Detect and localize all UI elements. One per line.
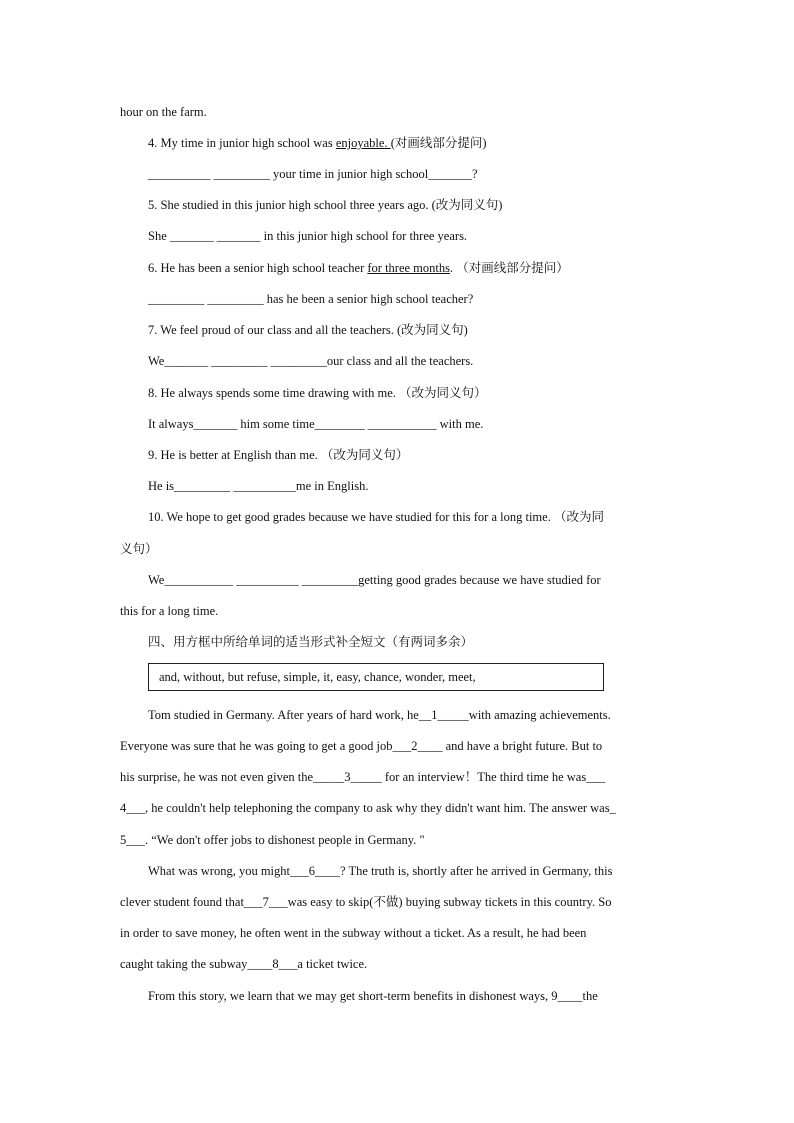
- underlined-phrase: enjoyable.: [335, 136, 391, 150]
- answer-blank-line: _________ _________ has he been a senior high school teacher?: [148, 292, 474, 306]
- question-5: 5. She studied in this junior high school three years ago. (改为同义句): [148, 198, 503, 212]
- passage-line: clever student found that___7___was easy to skip(不做) buying subway tickets in this country. So: [120, 895, 612, 909]
- question-8: 8. He always spends some time drawing with me. （改为同义句）: [148, 386, 487, 400]
- passage-line: 5___. “We don't offer jobs to dishonest people in Germany. ": [120, 833, 425, 847]
- passage-line: his surprise, he was not even given the_____3_____ for an interview！The third time he was___: [120, 770, 605, 784]
- question-6: [148, 260, 569, 276]
- passage-line: What was wrong, you might___6____? The truth is, shortly after he arrived in Germany, this: [148, 864, 613, 878]
- answer-continued: this for a long time.: [120, 604, 219, 618]
- answer-blank-line: He is_________ __________me in English.: [148, 479, 369, 493]
- section-heading: 四、用方框中所给单词的适当形式补全短文（有两词多余）: [148, 635, 474, 649]
- passage-line: From this story, we learn that we may get short-term benefits in dishonest ways, 9____the: [148, 989, 598, 1003]
- answer-blank-line: We___________ __________ _________getting good grades because we have studied for: [148, 573, 601, 587]
- passage-line: Tom studied in Germany. After years of hard work, he__1_____with amazing achievements.: [148, 708, 611, 722]
- question-9: 9. He is better at English than me. （改为同义句）: [148, 448, 409, 462]
- underlined-phrase: for three months: [367, 261, 450, 275]
- question-10-continued: 义句）: [120, 542, 158, 556]
- word-bank-box: [148, 663, 604, 691]
- instruction-text: (对画线部分提问): [390, 136, 487, 150]
- answer-blank-line: She _______ _______ in this junior high school for three years.: [148, 229, 468, 243]
- answer-blank-line: We_______ _________ _________our class and all the teachers.: [148, 354, 474, 368]
- text-line: hour on the farm.: [120, 105, 207, 119]
- instruction-text: . （对画线部分提问）: [450, 261, 569, 275]
- question-7: 7. We feel proud of our class and all the teachers. (改为同义句): [148, 323, 468, 337]
- text-segment: 4. My time in junior high school was: [148, 136, 336, 150]
- passage-line: caught taking the subway____8___a ticket twice.: [120, 957, 368, 971]
- answer-blank-line: __________ _________ your time in junior high school_______?: [148, 167, 478, 181]
- question-4: [148, 135, 487, 151]
- passage-line: 4___, he couldn't help telephoning the company to ask why they didn't want him. The answer was_: [120, 801, 616, 815]
- passage-line: in order to save money, he often went in the subway without a ticket. As a result, he had been: [120, 926, 587, 940]
- passage-line: Everyone was sure that he was going to get a good job___2____ and have a bright future. But to: [120, 739, 603, 753]
- word-bank-words: and, without, but refuse, simple, it, easy, chance, wonder, meet,: [159, 670, 476, 684]
- answer-blank-line: It always_______ him some time________ ___________ with me.: [148, 417, 484, 431]
- question-10: 10. We hope to get good grades because we have studied for this for a long time. （改为同: [148, 510, 604, 524]
- text-segment: 6. He has been a senior high school teacher: [148, 261, 368, 275]
